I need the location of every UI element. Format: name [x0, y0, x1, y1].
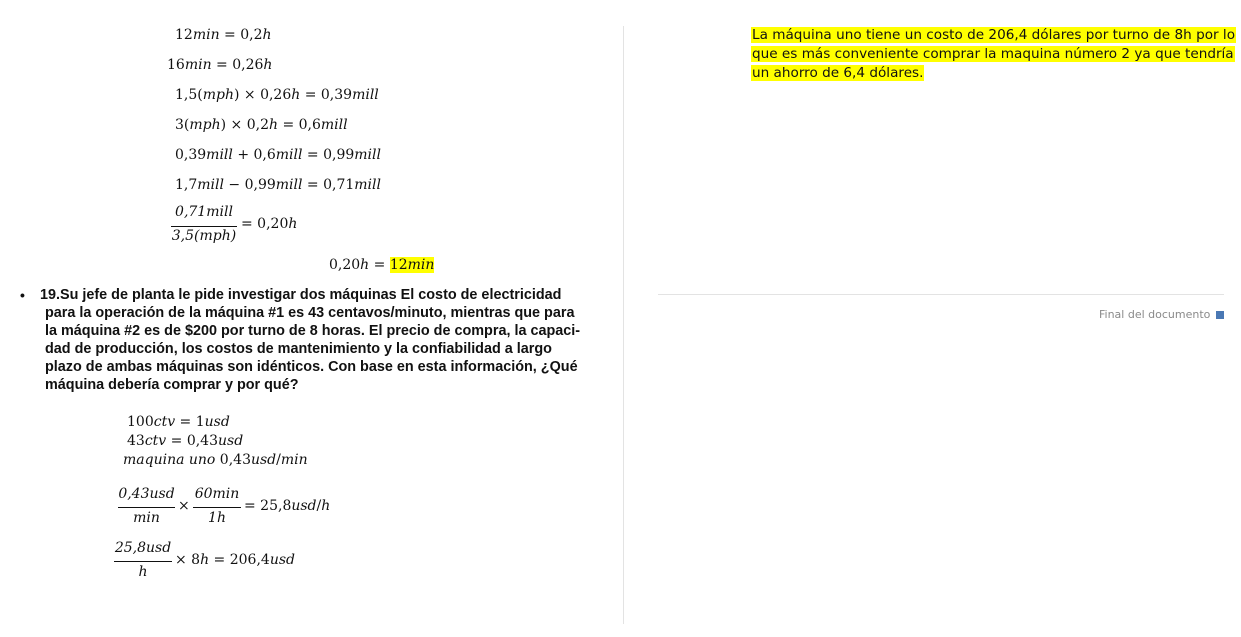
fraction-bar: [118, 507, 175, 508]
fraction-time: [171, 204, 301, 248]
fraction-denominator: ℎ: [138, 564, 148, 580]
fraction-bar: [193, 507, 241, 508]
equation-ctv-usd: 100𝑐𝑡𝑣 = 1𝑢𝑠𝑑: [127, 414, 230, 430]
answer-note-text: un ahorro de 6,4 dólares.: [752, 65, 924, 81]
question-line: dad de producción, los costos de mantenimiento y la confiabilidad a largo: [45, 341, 552, 357]
answer-note-text: La máquina uno tiene un costo de 206,4 dólares por turno de 8h por lo: [752, 27, 1236, 43]
equation-machine-one-rate: 𝑚𝑎𝑞𝑢𝑖𝑛𝑎 𝑢𝑛𝑜 0,43𝑢𝑠𝑑/𝑚𝑖𝑛: [123, 452, 308, 468]
end-of-document-marker-icon[interactable]: [1216, 311, 1224, 319]
fraction-bar: [171, 226, 237, 227]
fraction-numerator: 0,43𝑢𝑠𝑑: [118, 486, 175, 502]
fraction-result: = 0,20ℎ: [241, 216, 298, 232]
bullet-dot: •: [20, 287, 25, 303]
equation-mill-2: 3(𝑚𝑝ℎ) × 0,2ℎ = 0,6𝑚𝑖𝑙𝑙: [175, 117, 348, 133]
fraction-result: = 25,8𝑢𝑠𝑑/ℎ: [244, 498, 331, 514]
multiply-sign: ×: [178, 498, 190, 514]
question-line: para la operación de la máquina #1 es 43 centavos/minuto, mientras que para: [45, 305, 575, 321]
answer-note-text: que es más conveniente comprar la maquina número 2 ya que tendría: [752, 46, 1234, 62]
answer-note-line: [751, 64, 1216, 83]
fraction-denominator: 𝑚𝑖𝑛: [133, 510, 160, 526]
fraction-rate-conversion: [118, 486, 348, 530]
question-line: plazo de ambas máquinas son idénticos. Con base en esta información, ¿Qué: [45, 359, 578, 375]
answer-note-line: [751, 26, 1236, 45]
fraction-numerator: 0,71𝑚𝑖𝑙𝑙: [175, 204, 233, 220]
question-line: la máquina #2 es de $200 por turno de 8 horas. El precio de compra, la capaci-: [45, 323, 581, 339]
fraction-numerator: 60𝑚𝑖𝑛: [194, 486, 240, 502]
question-line: máquina debería comprar y por qué?: [45, 377, 299, 393]
fraction-numerator: 25,8𝑢𝑠𝑑: [114, 540, 172, 556]
equation-mill-diff: 1,7𝑚𝑖𝑙𝑙 − 0,99𝑚𝑖𝑙𝑙 = 0,71𝑚𝑖𝑙𝑙: [175, 177, 381, 193]
equation-43ctv: 43𝑐𝑡𝑣 = 0,43𝑢𝑠𝑑: [127, 433, 244, 449]
page-end-divider: [658, 294, 1224, 295]
fraction-denominator: 1ℎ: [208, 510, 226, 526]
answer-note-line: [751, 45, 1234, 64]
end-of-document-label: Final del documento: [1099, 308, 1211, 321]
fraction-result: × 8ℎ = 206,4𝑢𝑠𝑑: [175, 552, 295, 568]
equation-12min: 12𝑚𝑖𝑛 = 0,2ℎ: [175, 27, 272, 43]
fraction-shift-cost: [114, 540, 314, 584]
column-divider: [623, 26, 624, 624]
highlighted-result: 12𝑚𝑖𝑛: [389, 257, 435, 273]
question-line: 19.Su jefe de planta le pide investigar dos máquinas El costo de electricidad: [40, 287, 562, 303]
fraction-bar: [114, 561, 172, 562]
answer-note: [751, 26, 1236, 83]
equation-final-lhs: 0,20ℎ =: [329, 257, 390, 273]
equation-mill-sum: 0,39𝑚𝑖𝑙𝑙 + 0,6𝑚𝑖𝑙𝑙 = 0,99𝑚𝑖𝑙𝑙: [175, 147, 381, 163]
equation-16min: 16𝑚𝑖𝑛 = 0,26ℎ: [167, 57, 273, 73]
equation-mill-1: 1,5(𝑚𝑝ℎ) × 0,26ℎ = 0,39𝑚𝑖𝑙𝑙: [175, 87, 379, 103]
fraction-denominator: 3,5(𝑚𝑝ℎ): [171, 228, 237, 244]
equation-final-time: [329, 256, 434, 274]
